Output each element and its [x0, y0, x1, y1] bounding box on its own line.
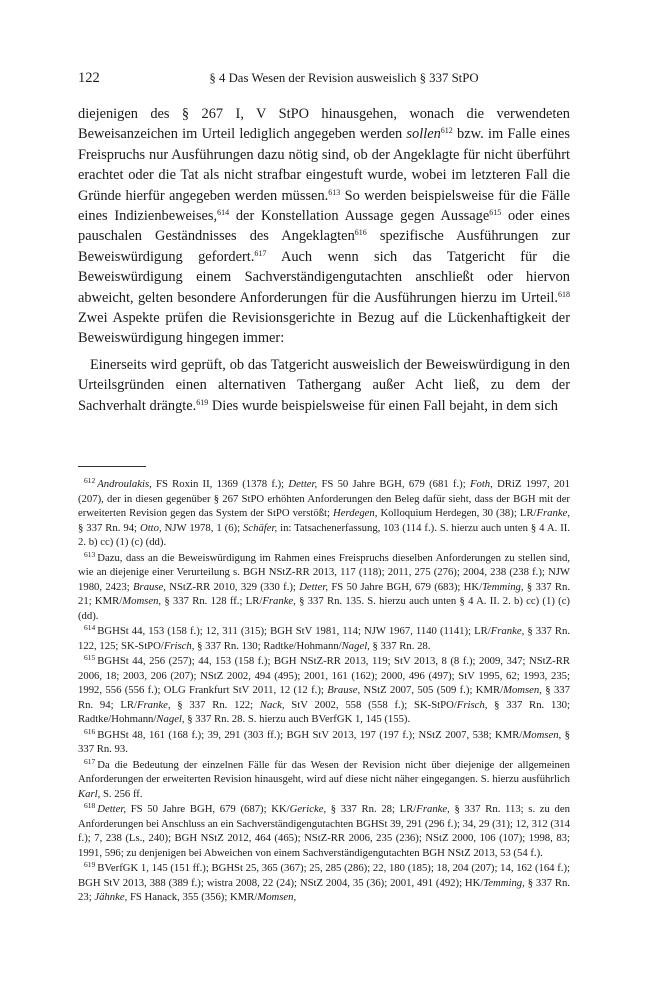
- footnote-619: [78, 861, 570, 905]
- text-run: Dazu, dass an die Beweiswürdigung im Rahmen eines Freispruchs dieselben Anforderungen zu stellen sind, wie an diejenige einer Verurteilung s. BGH NStZ-RR 2013, 117 (118); 2011, 275 (276); 2004, 238 (238 f.); NJW 1980, 2423;: [78, 551, 570, 593]
- text-run: S. 256 ff.: [100, 787, 143, 800]
- footnote-number: 618: [84, 801, 96, 811]
- footnote-613: [78, 551, 570, 624]
- text-run: § 337 Rn. 28; LR/: [326, 803, 417, 816]
- footnote-number: 614: [84, 623, 96, 633]
- text-run: Da die Bedeutung der einzelnen Fälle für das Wesen der Revision nicht über diejenige der allgemeinen Anforderungen der erweiterten Revision hinausgeht, wird auf diese nicht näher eingegangen. S. hierzu ausführlich: [78, 758, 570, 786]
- text-run: StV 2002, 558 (558 f.); SK-StPO/: [284, 698, 457, 711]
- text-run: § 337 Rn. 94;: [78, 521, 140, 534]
- text-run: FS Hanack, 355 (356); KMR/: [127, 891, 258, 904]
- text-run: FS 50 Jahre BGH, 679 (687); KK/: [126, 803, 290, 816]
- text-run: der Konstellation Aussage gegen Aussage: [229, 208, 490, 225]
- author-name: Momsen,: [522, 728, 562, 741]
- author-name: Momsen,: [257, 891, 297, 904]
- text-run: § 337 Rn. 122, 125; SK-StPO/: [78, 625, 570, 652]
- text-run: Einerseits wird geprüft, ob das Tatgericht ausweislich der Beweiswürdigung in den Urteilsgründen einen alternativen Tathergang außer Acht ließ, zu dem der Sachverhalt drängte.: [78, 356, 570, 414]
- footnote-number: 613: [84, 549, 96, 559]
- footnote-612: [78, 477, 570, 550]
- text-run: § 337 Rn. 28.: [369, 639, 431, 652]
- footnote-ref: 613: [328, 187, 341, 197]
- text-run: § 337 Rn. 23;: [78, 876, 570, 904]
- text-run: BGHSt 44, 153 (158 f.); 12, 311 (315); BGH StV 1981, 114; NJW 1967, 1140 (1141); LR/: [97, 625, 491, 638]
- author-name: Franke,: [416, 803, 450, 816]
- author-name: Nack,: [259, 698, 285, 711]
- text-run: § 337 Rn. 135. S. hierzu auch unten § 4 A. II. 2. b) cc) (1) (c) (dd).: [78, 595, 570, 622]
- text-run: FS 50 Jahre BGH, 679 (681 f.);: [317, 478, 470, 491]
- footnote-618: [78, 802, 570, 860]
- author-name: Franke,: [536, 507, 570, 520]
- footnote-ref: 612: [440, 126, 453, 136]
- text-run: oder eines pauschalen Geständnisses des Angeklagten: [78, 208, 570, 245]
- footnote-ref: 619: [196, 397, 209, 407]
- footnotes: [78, 477, 570, 905]
- text-run: NJW 1978, 1 (6);: [161, 521, 244, 534]
- running-title: § 4 Das Wesen der Revision ausweislich § 337 StPO: [209, 71, 479, 85]
- footnote-617: [78, 758, 570, 802]
- text-run: Auch wenn sich das Tatgericht für die Beweiswürdigung einem Sachverständigengutachten anschließt oder hiervon abweicht, gelten besondere Anforderungen für die Ausführungen hierzu im Urteil.: [78, 248, 570, 306]
- author-name: Franke,: [136, 698, 171, 711]
- footnote-ref: 614: [217, 208, 230, 218]
- author-name: Detter,: [299, 580, 329, 593]
- text-run: § 337 Rn. 130; Radtke/Hohmann/: [78, 698, 570, 726]
- text-run: Kolloquium Herdegen, 30 (38); LR/: [377, 507, 537, 520]
- footnote-number: 617: [84, 756, 96, 766]
- text-run: § 337 Rn. 93.: [78, 728, 571, 756]
- text-run: § 337 Rn. 94; LR/: [78, 684, 570, 711]
- text-run: § 337 Rn. 113; s. zu den Anforderungen bei Anschluss an ein Sachverständigengutachten BGHSt 39, 291 (296 f.); 34, 29 (31); 12, 312 (314 f.); 7, 238 (Ls., 240); BGH NStZ 2012, 464 (465); NStZ-RR 2006, 235 (236); NStZ 2000, 106 (107); 1998, 83; 1991, 596; zu denjenigen bei Abweichen von einem Sachverständigengutachten BGH NStZ 2013, 53 (54 f.).: [78, 803, 570, 859]
- author-name: Androulakis,: [97, 478, 152, 491]
- footnote-number: 619: [84, 860, 96, 870]
- body-paragraph-1: [78, 104, 570, 349]
- text-run: Dies wurde beispielsweise für einen Fall bejaht, in dem sich: [208, 397, 558, 414]
- author-name: Schäfer,: [243, 521, 278, 534]
- author-name: Detter,: [97, 803, 127, 816]
- text-run: BVerfGK 1, 145 (151 ff.); BGHSt 25, 365 (367); 25, 285 (286); 22, 180 (185); 18, 204 (207); 14, 162 (164 f.); BGH StV 2013, 388 (389 f.); wistra 2008, 22 (24); NStZ 2004, 35 (36); 2001, 491 (492); HK/: [78, 862, 570, 889]
- author-name: Franke,: [490, 625, 525, 638]
- text-run: diejenigen des § 267 I, V StPO hinausgehen, wonach die verwendeten Beweisanzeichen im Urteil lediglich angegeben werden: [78, 106, 570, 143]
- author-name: Karl,: [78, 787, 101, 800]
- text-run: in: Tatsachenerfassung, 103 (114 f.). S. hierzu auch unten § 4 A. II. 2. b) cc) (1) (c) (dd).: [78, 521, 570, 549]
- page-number: 122: [78, 70, 100, 86]
- footnote-614: [78, 624, 570, 653]
- footnote-number: 616: [84, 726, 96, 736]
- author-name: Momsen,: [503, 684, 542, 697]
- text-run: § 337 Rn. 21; KMR/: [78, 580, 570, 608]
- text-run: § 337 Rn. 130; Radtke/Hohmann/: [194, 639, 342, 652]
- text-run: So werden beispielsweise für die Fälle eines Indizienbeweises,: [78, 187, 570, 225]
- text-run: NStZ-RR 2010, 329 (330 f.);: [165, 580, 300, 593]
- author-name: Detter,: [288, 478, 318, 491]
- author-name: sollen: [406, 126, 441, 143]
- author-name: Frisch,: [163, 639, 195, 652]
- author-name: Foth,: [469, 478, 493, 491]
- author-name: Nagel,: [341, 639, 370, 652]
- text-run: Zwei Aspekte prüfen die Revisionsgerichte in Bezug auf die Lückenhaftigkeit der Beweiswürdigung hingegen immer:: [78, 310, 570, 347]
- text-run: spezifische Ausführungen zur Beweiswürdigung gefordert.: [78, 228, 570, 265]
- text-run: § 337 Rn. 28. S. hierzu auch BVerfGK 1, 145 (155).: [184, 713, 411, 726]
- book-page: [78, 70, 570, 906]
- text-run: § 337 Rn. 128 ff.; LR/: [161, 595, 263, 608]
- author-name: Brause,: [327, 684, 361, 697]
- text-run: FS Roxin II, 1369 (1378 f.);: [151, 478, 289, 491]
- footnote-ref: 618: [558, 289, 570, 299]
- text-run: BGHSt 44, 256 (257); 44, 153 (158 f.); BGH NStZ-RR 2013, 119; StV 2013, 8 (8 f.); 2009, 347; NStZ-RR 2006, 18; 2003, 206 (207); NStZ 2002, 494 (495); 2001, 161 (162); 2000, 496 (497); StV 1995, 62; 1993, 235; 1992, 556 (556 f.); OLG Frankfurt StV 2011, 12 (12 f.);: [78, 655, 570, 697]
- footnote-ref: 615: [489, 208, 502, 218]
- text-run: FS 50 Jahre BGH, 679 (683); HK/: [328, 580, 483, 593]
- author-name: Temming,: [482, 580, 524, 593]
- author-name: Otto,: [139, 521, 162, 534]
- text-run: DRiZ 1997, 201 (207), der in diesen gegenüber § 267 StPO erhöhten Anforderungen den Beleg dafür sieht, dass der BGH mit der erweiterten Revision gegen das System der StPO verstößt;: [78, 478, 570, 520]
- author-name: Temming,: [483, 876, 525, 889]
- footnote-number: 612: [84, 476, 96, 486]
- footnote-616: [78, 728, 570, 757]
- text-run: BGHSt 48, 161 (168 f.); 39, 291 (303 ff.); BGH StV 2013, 197 (197 f.); NStZ 2007, 538; KMR/: [97, 728, 523, 741]
- author-name: Jähnke,: [94, 891, 128, 904]
- text-run: § 337 Rn. 122;: [170, 698, 260, 711]
- footnote-ref: 617: [254, 248, 267, 258]
- author-name: Momsen,: [122, 595, 162, 608]
- author-name: Brause,: [133, 580, 166, 593]
- footnote-separator: [78, 466, 146, 467]
- text-run: NStZ 2007, 505 (509 f.); KMR/: [360, 684, 504, 697]
- running-header: [78, 70, 570, 92]
- author-name: Herdegen,: [333, 507, 378, 520]
- footnote-ref: 616: [354, 228, 367, 238]
- footnote-number: 615: [84, 653, 96, 663]
- author-name: Frisch,: [456, 698, 488, 711]
- body-paragraph-2: [78, 355, 570, 416]
- text-run: bzw. im Falle eines Freispruchs nur Ausführungen dazu nötig sind, ob der Angeklagte für nicht überführt erachtet oder die Tat als nicht strafbar eingestuft wurde, wobei im letzteren Fall die Gründe hierfür angegeben werden müssen.: [78, 126, 570, 204]
- main-text: [78, 104, 570, 416]
- author-name: Gericke,: [289, 803, 327, 816]
- author-name: Nagel,: [156, 713, 185, 726]
- footnote-615: [78, 654, 570, 727]
- author-name: Franke,: [262, 595, 296, 608]
